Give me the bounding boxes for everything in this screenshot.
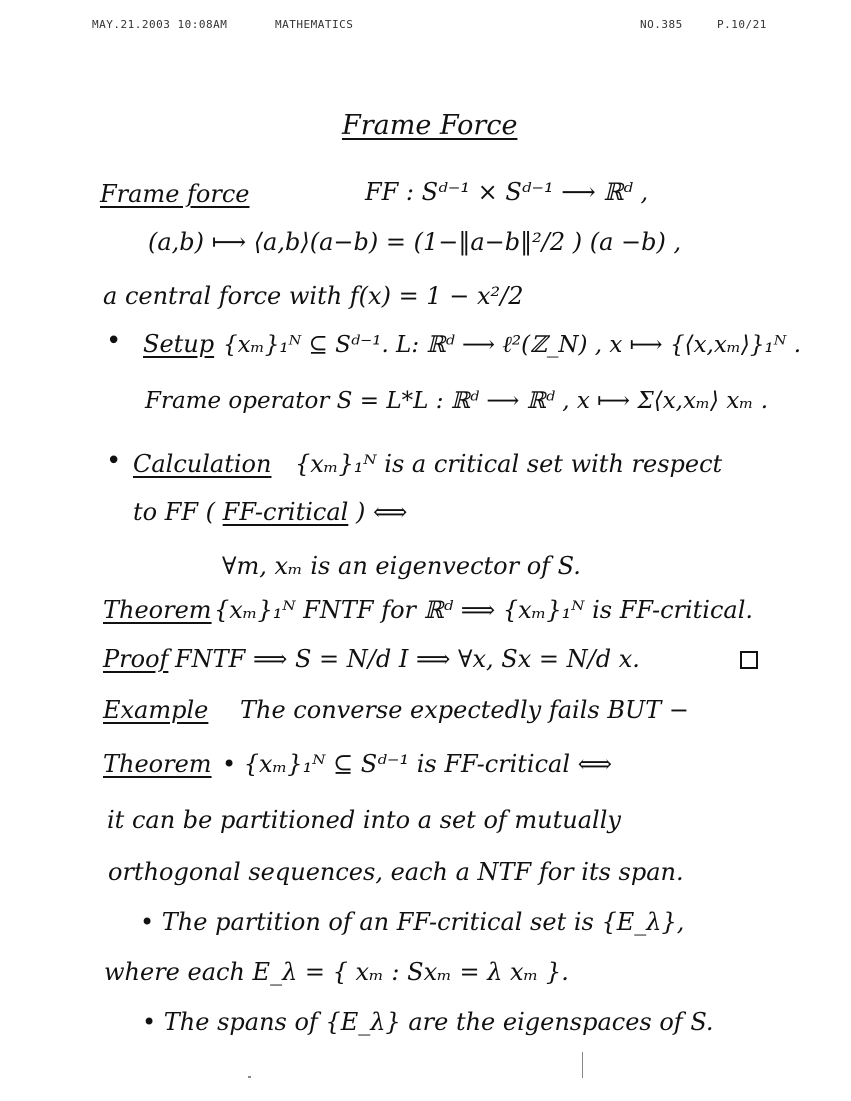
fax-number: NO.385 <box>640 18 683 31</box>
proof-text: FNTF ⟹ S = N/d I ⟹ ∀x, Sx = N/d x. <box>175 645 640 673</box>
fax-header <box>0 18 851 40</box>
fax-department: MATHEMATICS <box>275 18 354 31</box>
partition-bullet: • The partition of an FF-critical set is {E_λ}, <box>140 908 685 936</box>
theorem-1-text: {xₘ}₁ᴺ FNTF for ℝᵈ ⟹ {xₘ}₁ᴺ is FF-critical. <box>214 596 754 624</box>
theorem-2-text: • {xₘ}₁ᴺ ⊆ Sᵈ⁻¹ is FF-critical ⟺ <box>222 750 613 778</box>
proof-label: Proof <box>103 645 169 673</box>
theorem-2-label: Theorem <box>103 750 212 778</box>
partition-line-2: orthogonal sequences, each a NTF for its span. <box>108 858 684 886</box>
partition-line-1: it can be partitioned into a set of mutually <box>107 806 621 834</box>
central-force-line: a central force with f(x) = 1 − x²/2 <box>103 282 524 310</box>
frame-operator-line: Frame operator S = L*L : ℝᵈ ⟶ ℝᵈ , x ⟼ Σ⟨x,xₘ⟩ xₘ . <box>145 388 769 414</box>
eigenvector-condition: ∀m, xₘ is an eigenvector of S. <box>222 552 581 580</box>
calculation-label: Calculation <box>133 450 272 478</box>
fax-date-time: MAY.21.2003 10:08AM <box>92 18 228 31</box>
setup-label: Setup <box>143 330 215 358</box>
frame-force-label: Frame force <box>100 180 250 208</box>
example-label: Example <box>103 696 209 724</box>
page-title: Frame Force <box>342 110 518 141</box>
ff-critical-term: FF-critical <box>222 498 349 526</box>
fax-page-number: P.10/21 <box>717 18 767 31</box>
stray-mark <box>582 1052 583 1078</box>
stray-dot <box>248 1076 251 1078</box>
spans-eigenspaces-line: • The spans of {E_λ} are the eigenspaces of S. <box>142 1008 714 1036</box>
frame-force-map: FF : Sᵈ⁻¹ × Sᵈ⁻¹ ⟶ ℝᵈ , <box>365 178 649 206</box>
frame-force-definition: (a,b) ⟼ ⟨a,b⟩(a−b) = (1−‖a−b‖²/2 ) (a −b) , <box>148 228 682 256</box>
setup-text: {xₘ}₁ᴺ ⊆ Sᵈ⁻¹. L: ℝᵈ ⟶ ℓ²(ℤ_N) , x ⟼ {⟨x,xₘ⟩}₁ᴺ . <box>223 332 802 358</box>
calculation-text-2 <box>133 498 407 526</box>
calc-post: ) ⟺ <box>355 498 408 526</box>
calculation-text: {xₘ}₁ᴺ is a critical set with respect <box>295 450 723 478</box>
qed-box-icon <box>740 651 758 669</box>
bullet-setup: • <box>106 326 122 356</box>
bullet-calculation: • <box>106 446 122 476</box>
calc-pre: to FF ( <box>133 498 216 526</box>
where-each-line: where each E_λ = { xₘ : Sxₘ = λ xₘ }. <box>104 958 569 986</box>
example-text: The converse expectedly fails BUT − <box>240 696 689 724</box>
theorem-1-label: Theorem <box>103 596 212 624</box>
